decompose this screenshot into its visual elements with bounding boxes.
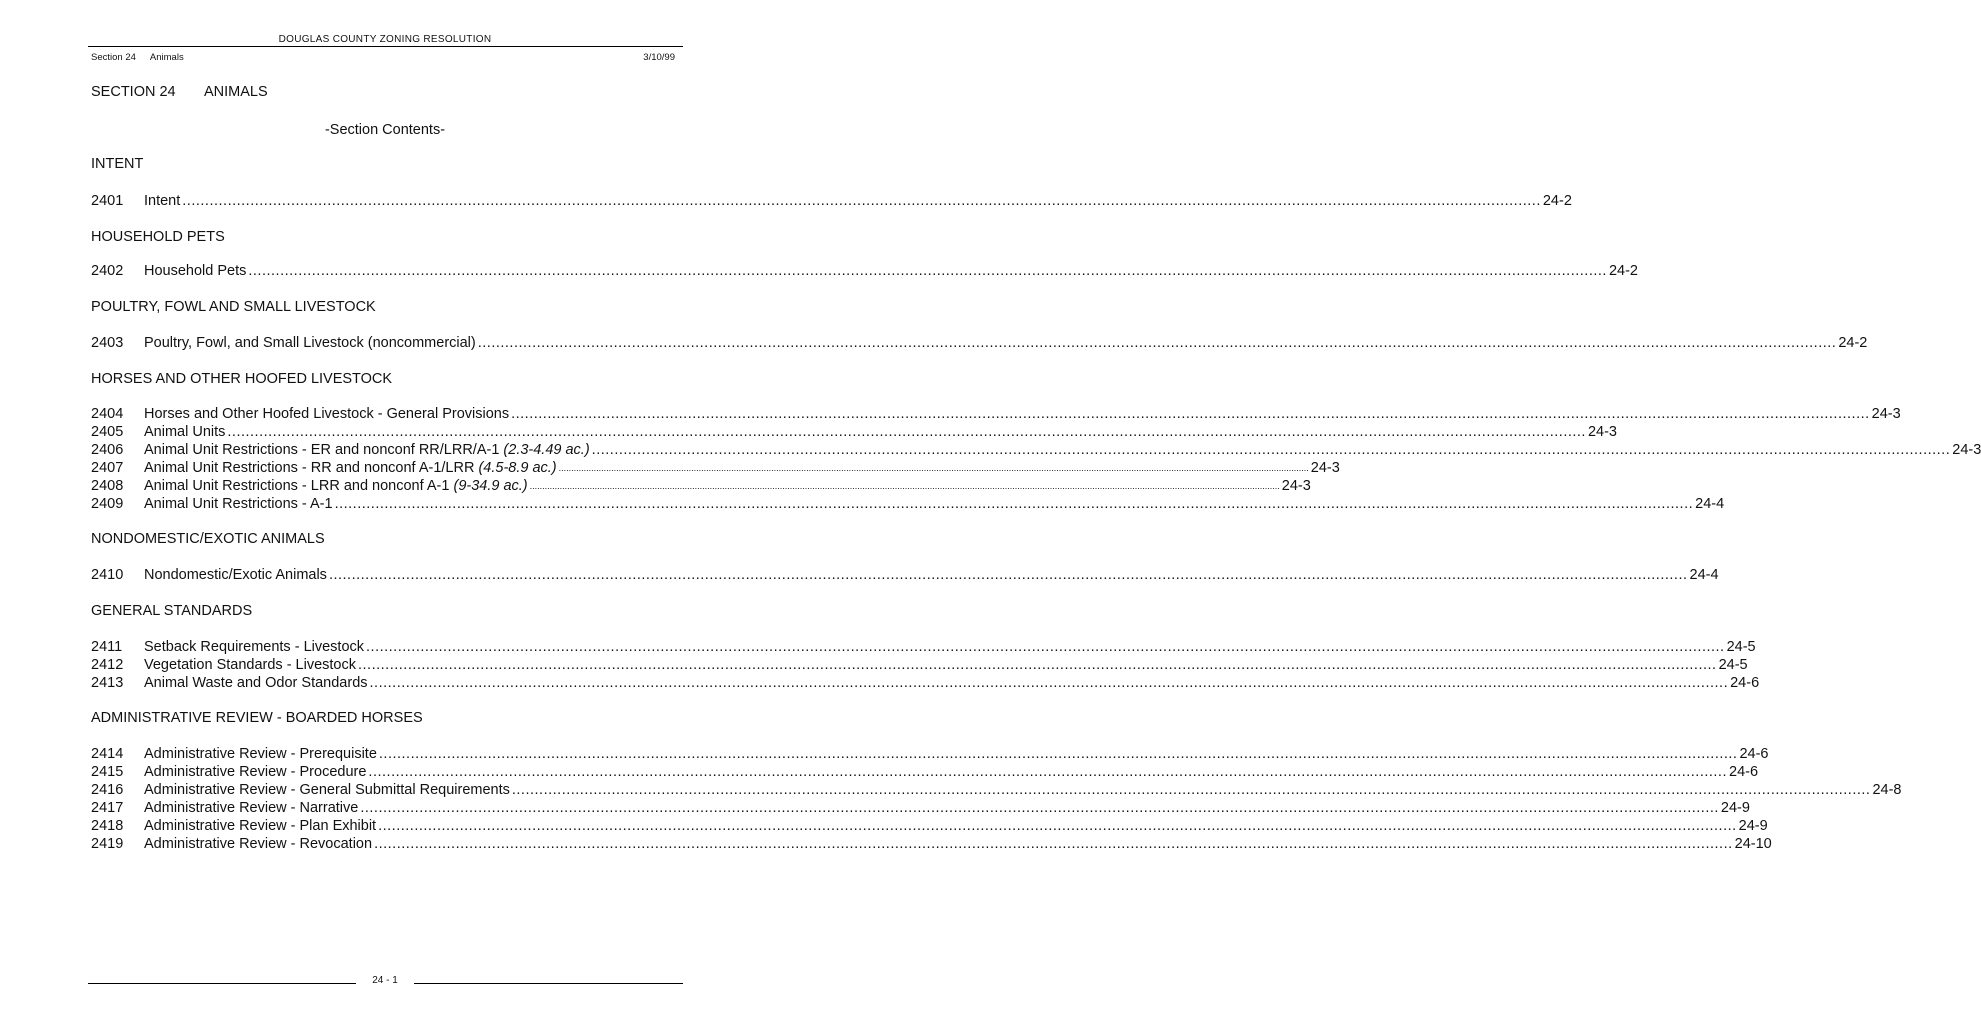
toc-entry-number: 2409 <box>91 496 124 512</box>
toc-entry-page: 24-6 <box>1730 675 1760 691</box>
toc-entry-page: 24-2 <box>1838 335 1868 351</box>
toc-dot-leader: ............................................................................................................................................................................................................................................................................................................ <box>248 263 1607 279</box>
toc-entry-acreage: (2.3-4.49 ac.) <box>503 442 590 458</box>
toc-entry-page: 24-3 <box>1871 406 1901 422</box>
toc-dot-leader: ............................................................................................................................................................................................................................................................................................................ <box>511 782 1871 798</box>
toc-entry-2416[interactable] <box>91 781 1902 799</box>
toc-entry-number: 2417 <box>91 800 124 816</box>
toc-entry-number: 2418 <box>91 818 124 834</box>
toc-entry-2411[interactable] <box>91 638 1756 656</box>
toc-dot-leader: ............................................................................................................................................................................................................................................................................................................ <box>368 764 1727 780</box>
toc-entry-page: 24-10 <box>1734 836 1772 852</box>
toc-entry-number: 2401 <box>91 193 124 209</box>
header-section-info <box>91 52 184 63</box>
header-rule <box>88 46 683 47</box>
toc-entry-2410[interactable] <box>91 566 1719 584</box>
toc-entry-page: 24-5 <box>1718 657 1748 673</box>
group-title-admin-review: ADMINISTRATIVE REVIEW - BOARDED HORSES <box>91 710 423 726</box>
toc-dot-leader: ............................................................................................................................................................................................................................................................................................................ <box>511 406 1870 422</box>
toc-dot-leader: ............................................................................................................................................................................................................................................................................................................ <box>374 836 1733 852</box>
toc-entry-2415[interactable] <box>91 763 1759 781</box>
toc-dot-leader: ............................................................................................................................................................................................................................................................................................................ <box>328 567 1688 583</box>
toc-entry-title: Animal Waste and Odor Standards <box>144 675 368 691</box>
toc-entry-title: Horses and Other Hoofed Livestock - General Provisions <box>144 406 510 422</box>
toc-entry-title: Administrative Review - General Submittal Requirements <box>144 782 510 798</box>
toc-entry-2408[interactable] <box>91 477 1311 495</box>
toc-entry-2412[interactable] <box>91 656 1748 674</box>
toc-entry-acreage: (4.5-8.9 ac.) <box>478 460 557 476</box>
toc-dot-leader: ............................................................................................................................................................................................................................................................................................................ <box>358 657 1717 673</box>
toc-entry-number: 2403 <box>91 335 124 351</box>
toc-entry-title: Administrative Review - Procedure <box>144 764 367 780</box>
page-number: 24 - 1 <box>372 975 398 986</box>
toc-entry-number: 2413 <box>91 675 124 691</box>
toc-entry-title: Animal Units <box>144 424 226 440</box>
toc-dot-leader: ............................................................................................................................................................................................................................................................................................................ <box>227 424 1586 440</box>
footer-rule-left <box>88 983 356 984</box>
toc-dot-leader: ............................................................................................................................................................................................................................................................................................................ <box>558 463 1309 473</box>
toc-dot-leader: ............................................................................................................................................................................................................................................................................................................ <box>529 481 1280 491</box>
toc-entry-2418[interactable] <box>91 817 1768 835</box>
running-title: DOUGLAS COUNTY ZONING RESOLUTION <box>278 34 492 45</box>
toc-dot-leader: ............................................................................................................................................................................................................................................................................................................ <box>366 639 1725 655</box>
group-title-nondomestic: NONDOMESTIC/EXOTIC ANIMALS <box>91 531 325 547</box>
toc-entry-title: Administrative Review - Prerequisite <box>144 746 377 762</box>
toc-entry-title: Administrative Review - Narrative <box>144 800 359 816</box>
toc-dot-leader: ............................................................................................................................................................................................................................................................................................................ <box>360 800 1719 816</box>
section-heading <box>91 84 268 100</box>
toc-entry-number: 2412 <box>91 657 124 673</box>
toc-entry-title: Animal Unit Restrictions - A-1 <box>144 496 333 512</box>
toc-entry-2402[interactable] <box>91 262 1638 280</box>
toc-entry-page: 24-4 <box>1695 496 1725 512</box>
toc-entry-title: Household Pets <box>144 263 247 279</box>
toc-entry-title: Vegetation Standards - Livestock <box>144 657 356 673</box>
toc-entry-title <box>144 459 557 477</box>
header-section-label: Section 24 <box>91 52 136 63</box>
toc-entry-number: 2402 <box>91 263 124 279</box>
section-number: SECTION 24 <box>91 84 176 100</box>
toc-entry-title: Nondomestic/Exotic Animals <box>144 567 327 583</box>
toc-entry-2409[interactable] <box>91 495 1725 513</box>
toc-entry-title: Intent <box>144 193 181 209</box>
group-title-general-standards: GENERAL STANDARDS <box>91 603 253 619</box>
toc-entry-number: 2411 <box>91 639 123 655</box>
toc-entry-page: 24-9 <box>1738 818 1768 834</box>
toc-entry-number: 2415 <box>91 764 124 780</box>
toc-entry-title: Setback Requirements - Livestock <box>144 639 365 655</box>
toc-entry-page: 24-3 <box>1310 460 1340 476</box>
toc-entry-page: 24-9 <box>1720 800 1750 816</box>
toc-entry-number: 2406 <box>91 442 124 458</box>
toc-entry-number: 2419 <box>91 836 124 852</box>
toc-entry-page: 24-6 <box>1739 746 1769 762</box>
footer-rule-right <box>414 983 683 984</box>
header-date: 3/10/99 <box>643 52 675 63</box>
toc-entry-2401[interactable] <box>91 192 1572 210</box>
toc-dot-leader: ............................................................................................................................................................................................................................................................................................................ <box>477 335 1837 351</box>
toc-entry-page: 24-5 <box>1726 639 1756 655</box>
toc-entry-2404[interactable] <box>91 405 1901 423</box>
toc-dot-leader: ............................................................................................................................................................................................................................................................................................................ <box>378 746 1738 762</box>
toc-entry-page: 24-2 <box>1608 263 1638 279</box>
toc-entry-2414[interactable] <box>91 745 1769 763</box>
toc-entry-number: 2410 <box>91 567 124 583</box>
toc-entry-title <box>144 441 590 459</box>
toc-entry-number: 2405 <box>91 424 124 440</box>
group-title-poultry: POULTRY, FOWL AND SMALL LIVESTOCK <box>91 299 376 315</box>
toc-entry-page: 24-8 <box>1872 782 1902 798</box>
toc-entry-2407[interactable] <box>91 459 1340 477</box>
header-section-name: Animals <box>149 52 184 63</box>
group-title-household-pets: HOUSEHOLD PETS <box>91 229 225 245</box>
toc-entry-2419[interactable] <box>91 835 1772 853</box>
toc-dot-leader: ............................................................................................................................................................................................................................................................................................................ <box>378 818 1737 834</box>
toc-entry-title-text: Animal Unit Restrictions - RR and nonconf A-1/LRR <box>144 460 479 476</box>
contents-label: -Section Contents- <box>324 122 446 138</box>
toc-entry-number: 2404 <box>91 406 124 422</box>
section-name: ANIMALS <box>204 84 268 100</box>
toc-entry-page: 24-3 <box>1587 424 1617 440</box>
toc-entry-acreage: (9-34.9 ac.) <box>453 478 528 494</box>
toc-dot-leader: ............................................................................................................................................................................................................................................................................................................ <box>591 442 1951 458</box>
toc-entry-2405[interactable] <box>91 423 1617 441</box>
toc-entry-number: 2407 <box>91 460 124 476</box>
toc-entry-page: 24-2 <box>1542 193 1572 209</box>
toc-entry-page: 24-4 <box>1689 567 1719 583</box>
toc-entry-2413[interactable] <box>91 674 1760 692</box>
toc-entry-page: 24-3 <box>1952 442 1981 458</box>
toc-entry-title-text: Animal Unit Restrictions - ER and nonconf RR/LRR/A-1 <box>144 442 504 458</box>
toc-entry-2417[interactable] <box>91 799 1750 817</box>
toc-entry-2403[interactable] <box>91 334 1868 352</box>
toc-entry-title: Poultry, Fowl, and Small Livestock (noncommercial) <box>144 335 476 351</box>
group-title-intent: INTENT <box>91 156 144 172</box>
toc-entry-number: 2416 <box>91 782 124 798</box>
toc-dot-leader: ............................................................................................................................................................................................................................................................................................................ <box>334 496 1694 512</box>
toc-entry-title: Administrative Review - Revocation <box>144 836 373 852</box>
toc-entry-2406[interactable] <box>91 441 1981 459</box>
toc-entry-page: 24-3 <box>1281 478 1311 494</box>
toc-entry-title: Administrative Review - Plan Exhibit <box>144 818 377 834</box>
toc-dot-leader: ............................................................................................................................................................................................................................................................................................................ <box>369 675 1729 691</box>
toc-entry-title <box>144 477 528 495</box>
toc-entry-number: 2414 <box>91 746 124 762</box>
toc-entry-title-text: Animal Unit Restrictions - LRR and nonconf A-1 <box>144 478 454 494</box>
group-title-horses: HORSES AND OTHER HOOFED LIVESTOCK <box>91 371 393 387</box>
toc-entry-page: 24-6 <box>1729 764 1759 780</box>
toc-entry-number: 2408 <box>91 478 124 494</box>
toc-dot-leader: ............................................................................................................................................................................................................................................................................................................ <box>182 193 1541 209</box>
